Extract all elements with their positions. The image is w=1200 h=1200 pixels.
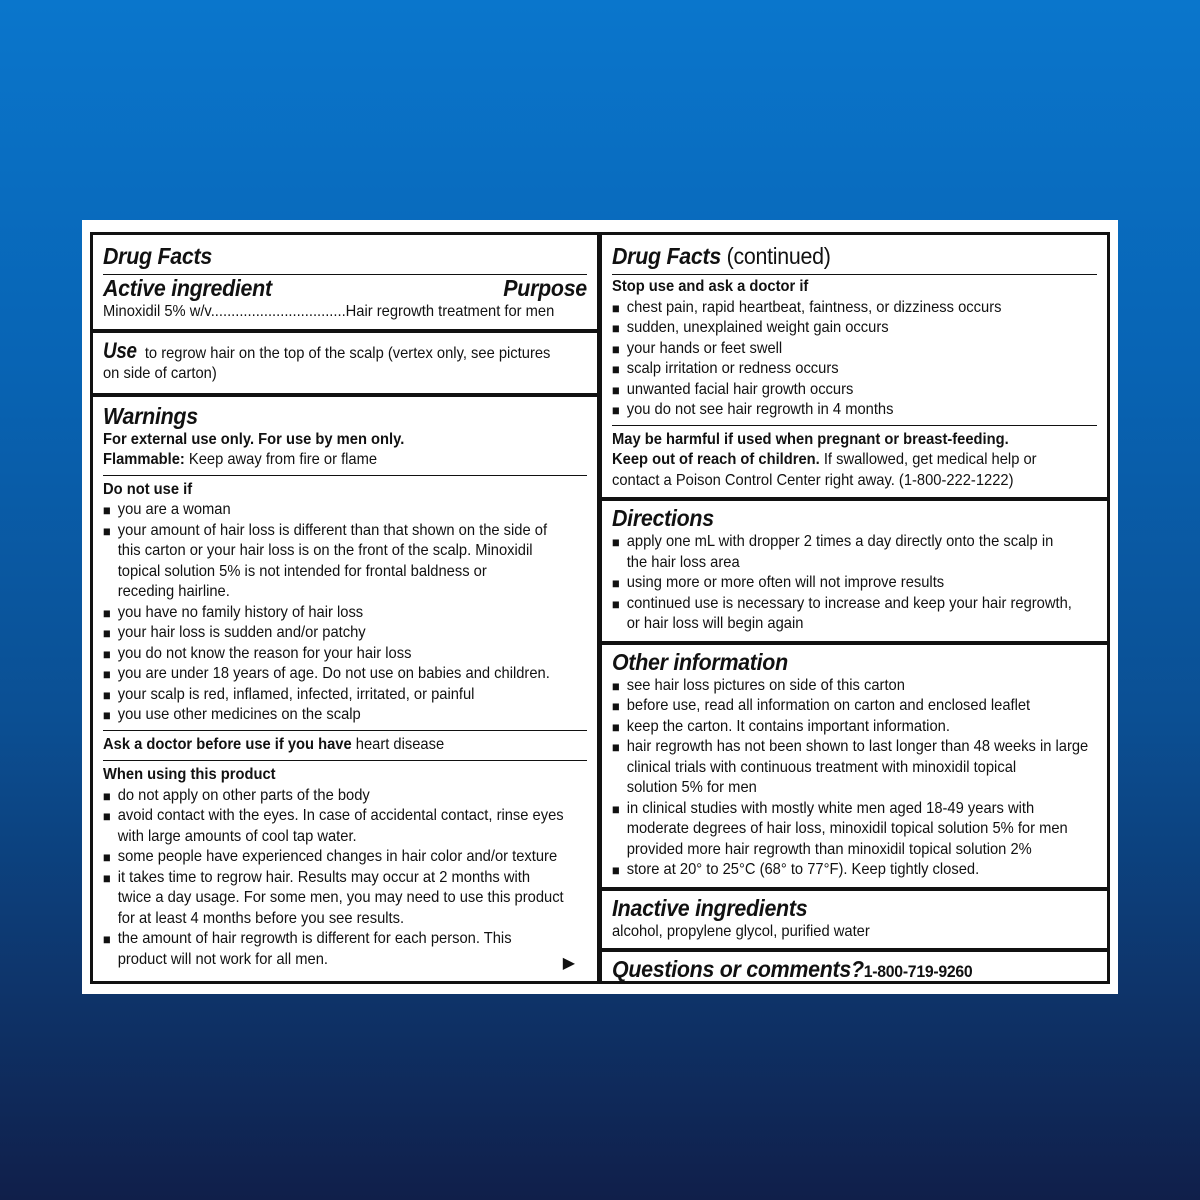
directions-item: ■ apply one mL with dropper 2 times a day directly onto the scalp in: [612, 532, 1058, 553]
inactive-ingredients-header: Inactive ingredients: [612, 894, 808, 921]
other-info-item-cont: clinical trials with continuous treatment with minoxidil topical: [626, 758, 1017, 776]
inactive-ingredients-section: [602, 887, 1107, 943]
other-information-section: [602, 641, 1107, 881]
use-text-2: on side of carton): [103, 365, 217, 382]
other-info-item: ■ hair regrowth has not been shown to last longer than 48 weeks in large: [612, 737, 1058, 758]
ask-doctor-text: heart disease: [351, 735, 445, 753]
when-using-item: ■ do not apply on other parts of the body: [103, 786, 548, 807]
right-column: [600, 232, 1110, 984]
purpose-header: Purpose: [503, 275, 587, 301]
flammable-label: Flammable:: [103, 451, 185, 468]
when-using-item: ■ some people have experienced changes in hair color and/or texture: [103, 847, 548, 868]
other-info-item: ■ keep the carton. It contains important information.: [612, 717, 1058, 738]
other-info-item: ■ before use, read all information on carton and enclosed leaflet: [612, 696, 1058, 717]
stop-use-item: ■ unwanted facial hair growth occurs: [612, 380, 1058, 401]
do-not-use-item-cont: receding hairline.: [117, 583, 230, 600]
directions-item: ■ using more or more often will not improve results: [612, 573, 1058, 594]
stop-use-item: ■ you do not see hair regrowth in 4 months: [612, 400, 1058, 421]
when-using-header: When using this product: [103, 766, 276, 783]
stop-use-item: ■ your hands or feet swell: [612, 339, 1058, 360]
warnings-header: Warnings: [103, 402, 198, 429]
stop-use-item: ■ chest pain, rapid heartbeat, faintness, or dizziness occurs: [612, 298, 1058, 319]
left-column: [90, 232, 600, 984]
use-text: to regrow hair on the top of the scalp (vertex only, see pictures: [144, 344, 551, 362]
keep-out-text: If swallowed, get medical help or: [819, 451, 1037, 468]
stop-use-section: [602, 235, 1107, 491]
directions-item-cont: the hair loss area: [626, 553, 740, 571]
use-section: [93, 329, 597, 385]
pregnancy-warning: May be harmful if used when pregnant or breast-feeding.: [612, 430, 1009, 448]
do-not-use-item: ■ you are a woman: [103, 500, 548, 521]
do-not-use-item: ■ you do not know the reason for your hair loss: [103, 644, 548, 665]
questions-section: [602, 948, 1107, 985]
directions-section: [602, 497, 1107, 635]
questions-header: Questions or comments?: [612, 956, 864, 982]
drug-facts-title: Drug Facts: [103, 243, 212, 269]
use-header: Use: [103, 337, 137, 363]
do-not-use-item-cont: topical solution 5% is not intended for frontal baldness or: [117, 562, 487, 580]
do-not-use-item: ■ your hair loss is sudden and/or patchy: [103, 623, 548, 644]
do-not-use-header: Do not use if: [103, 480, 193, 498]
other-information-header: Other information: [612, 648, 788, 675]
other-info-item: ■ store at 20° to 25°C (68° to 77°F). Keep tightly closed.: [612, 860, 1058, 881]
when-using-item: ■ it takes time to regrow hair. Results may occur at 2 months with: [103, 868, 548, 889]
keep-out-label: Keep out of reach of children.: [612, 451, 820, 468]
directions-item-cont: or hair loss will begin again: [626, 615, 804, 632]
when-using-item-cont: with large amounts of cool tap water.: [117, 827, 357, 845]
questions-phone: 1-800-719-9260: [863, 962, 973, 981]
do-not-use-item: ■ your amount of hair loss is different than that shown on the side of: [103, 521, 548, 542]
external-use-warning: For external use only. For use by men only.: [103, 430, 405, 448]
when-using-item-cont: twice a day usage. For some men, you may need to use this product: [117, 889, 564, 906]
when-using-item-cont: product will not work for all men.: [117, 950, 328, 968]
do-not-use-item: ■ you have no family history of hair loss: [103, 603, 548, 624]
drug-facts-continued-title: Drug Facts: [612, 243, 721, 269]
continue-arrow-icon: ▶: [562, 955, 575, 972]
do-not-use-item: ■ you use other medicines on the scalp: [103, 705, 548, 726]
when-using-item: ■ the amount of hair regrowth is different for each person. This: [103, 929, 548, 950]
drug-facts-label: [82, 220, 1118, 994]
directions-header: Directions: [612, 505, 714, 531]
other-info-item: ■ see hair loss pictures on side of this carton: [612, 676, 1058, 697]
other-info-item-cont: solution 5% for men: [626, 779, 757, 796]
stop-use-item: ■ scalp irritation or redness occurs: [612, 359, 1058, 380]
when-using-item: ■ avoid contact with the eyes. In case of accidental contact, rinse eyes: [103, 806, 548, 827]
other-info-item: ■ in clinical studies with mostly white men aged 18-49 years with: [612, 799, 1058, 820]
header-section: [93, 235, 597, 323]
stop-use-item: ■ sudden, unexplained weight gain occurs: [612, 318, 1058, 339]
do-not-use-item: ■ you are under 18 years of age. Do not use on babies and children.: [103, 664, 548, 685]
flammable-text: Keep away from fire or flame: [184, 451, 378, 468]
inactive-ingredients-text: alcohol, propylene glycol, purified water: [612, 922, 870, 940]
do-not-use-item: ■ your scalp is red, inflamed, infected, irritated, or painful: [103, 685, 548, 706]
stop-use-header: Stop use and ask a doctor if: [612, 278, 809, 295]
poison-control-text: contact a Poison Control Center right away. (1-800-222-1222): [612, 471, 1014, 489]
continued-label: (continued): [720, 243, 831, 269]
active-ingredient-line: Minoxidil 5% w/v.................................Hair regrowth treatment for men: [103, 303, 555, 320]
directions-item: ■ continued use is necessary to increase and keep your hair regrowth,: [612, 594, 1058, 615]
warnings-section: [93, 393, 597, 971]
active-ingredient-header: Active ingredient: [103, 275, 272, 301]
ask-doctor-label: Ask a doctor before use if you have: [103, 735, 352, 753]
when-using-item-cont: for at least 4 months before you see results.: [117, 909, 405, 927]
do-not-use-item-cont: this carton or your hair loss is on the front of the scalp. Minoxidil: [117, 542, 533, 559]
other-info-item-cont: provided more hair regrowth than minoxidil topical solution 2%: [626, 840, 1032, 858]
other-info-item-cont: moderate degrees of hair loss, minoxidil topical solution 5% for men: [626, 820, 1068, 837]
